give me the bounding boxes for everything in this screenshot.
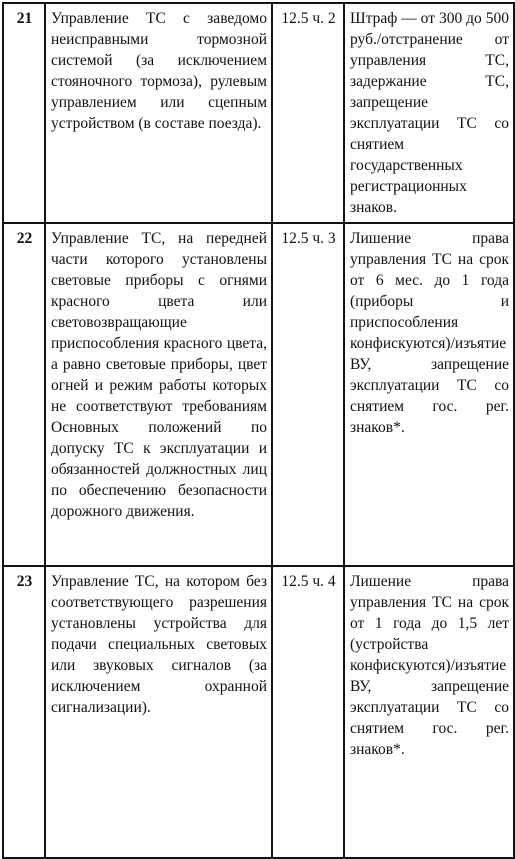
- code-article: 12.5 ч. 3: [272, 223, 344, 566]
- penalty-text: Лишение права управления ТС на срок от 6 мес. до 1 года (приборы и приспособления конфискуются)/изъятие ВУ, запрещение эксплуатации ТС со снятием гос. рег. знаков*.: [344, 223, 514, 566]
- violation-description: Управление ТС с заведомо неисправными тормозной системой (за исключением стояночного тормоза), рулевым управлением или сцепным устройством (в составе поезда).: [45, 3, 272, 223]
- row-number: 21: [3, 3, 45, 223]
- penalty-text: Штраф — от 300 до 500 руб./отстранение от управления ТС, задержание ТС, запрещение эксплуатации ТС со снятием государственных регистрационных знаков.: [344, 3, 514, 223]
- penalty-text: Лишение права управления ТС на срок от 1 года до 1,5 лет (устройства конфискуются)/изъятие ВУ, запрещение эксплуатации ТС со снятием гос. рег. знаков*.: [344, 566, 514, 858]
- table-row: [3, 223, 514, 566]
- violation-description: Управление ТС, на передней части которого установлены световые приборы с огнями красного цвета или световозвращающие приспособления красного цвета, а равно световые приборы, цвет огней и режим работы которых не соответствуют требованиям Основных положений по допуску ТС к эксплуатации и обязанностей должностных лиц по обеспечению безопасности дорожного движения.: [45, 223, 272, 566]
- table-row: [3, 3, 514, 223]
- code-article: 12.5 ч. 4: [272, 566, 344, 858]
- row-number: 23: [3, 566, 45, 858]
- violation-description: Управление ТС, на котором без соответствующего разрешения установлены устройства для подачи специальных световых или звуковых сигналов (за исключением охранной сигнализации).: [45, 566, 272, 858]
- row-number: 22: [3, 223, 45, 566]
- table-row: [3, 566, 514, 858]
- code-article: 12.5 ч. 2: [272, 3, 344, 223]
- violations-table: [2, 2, 515, 859]
